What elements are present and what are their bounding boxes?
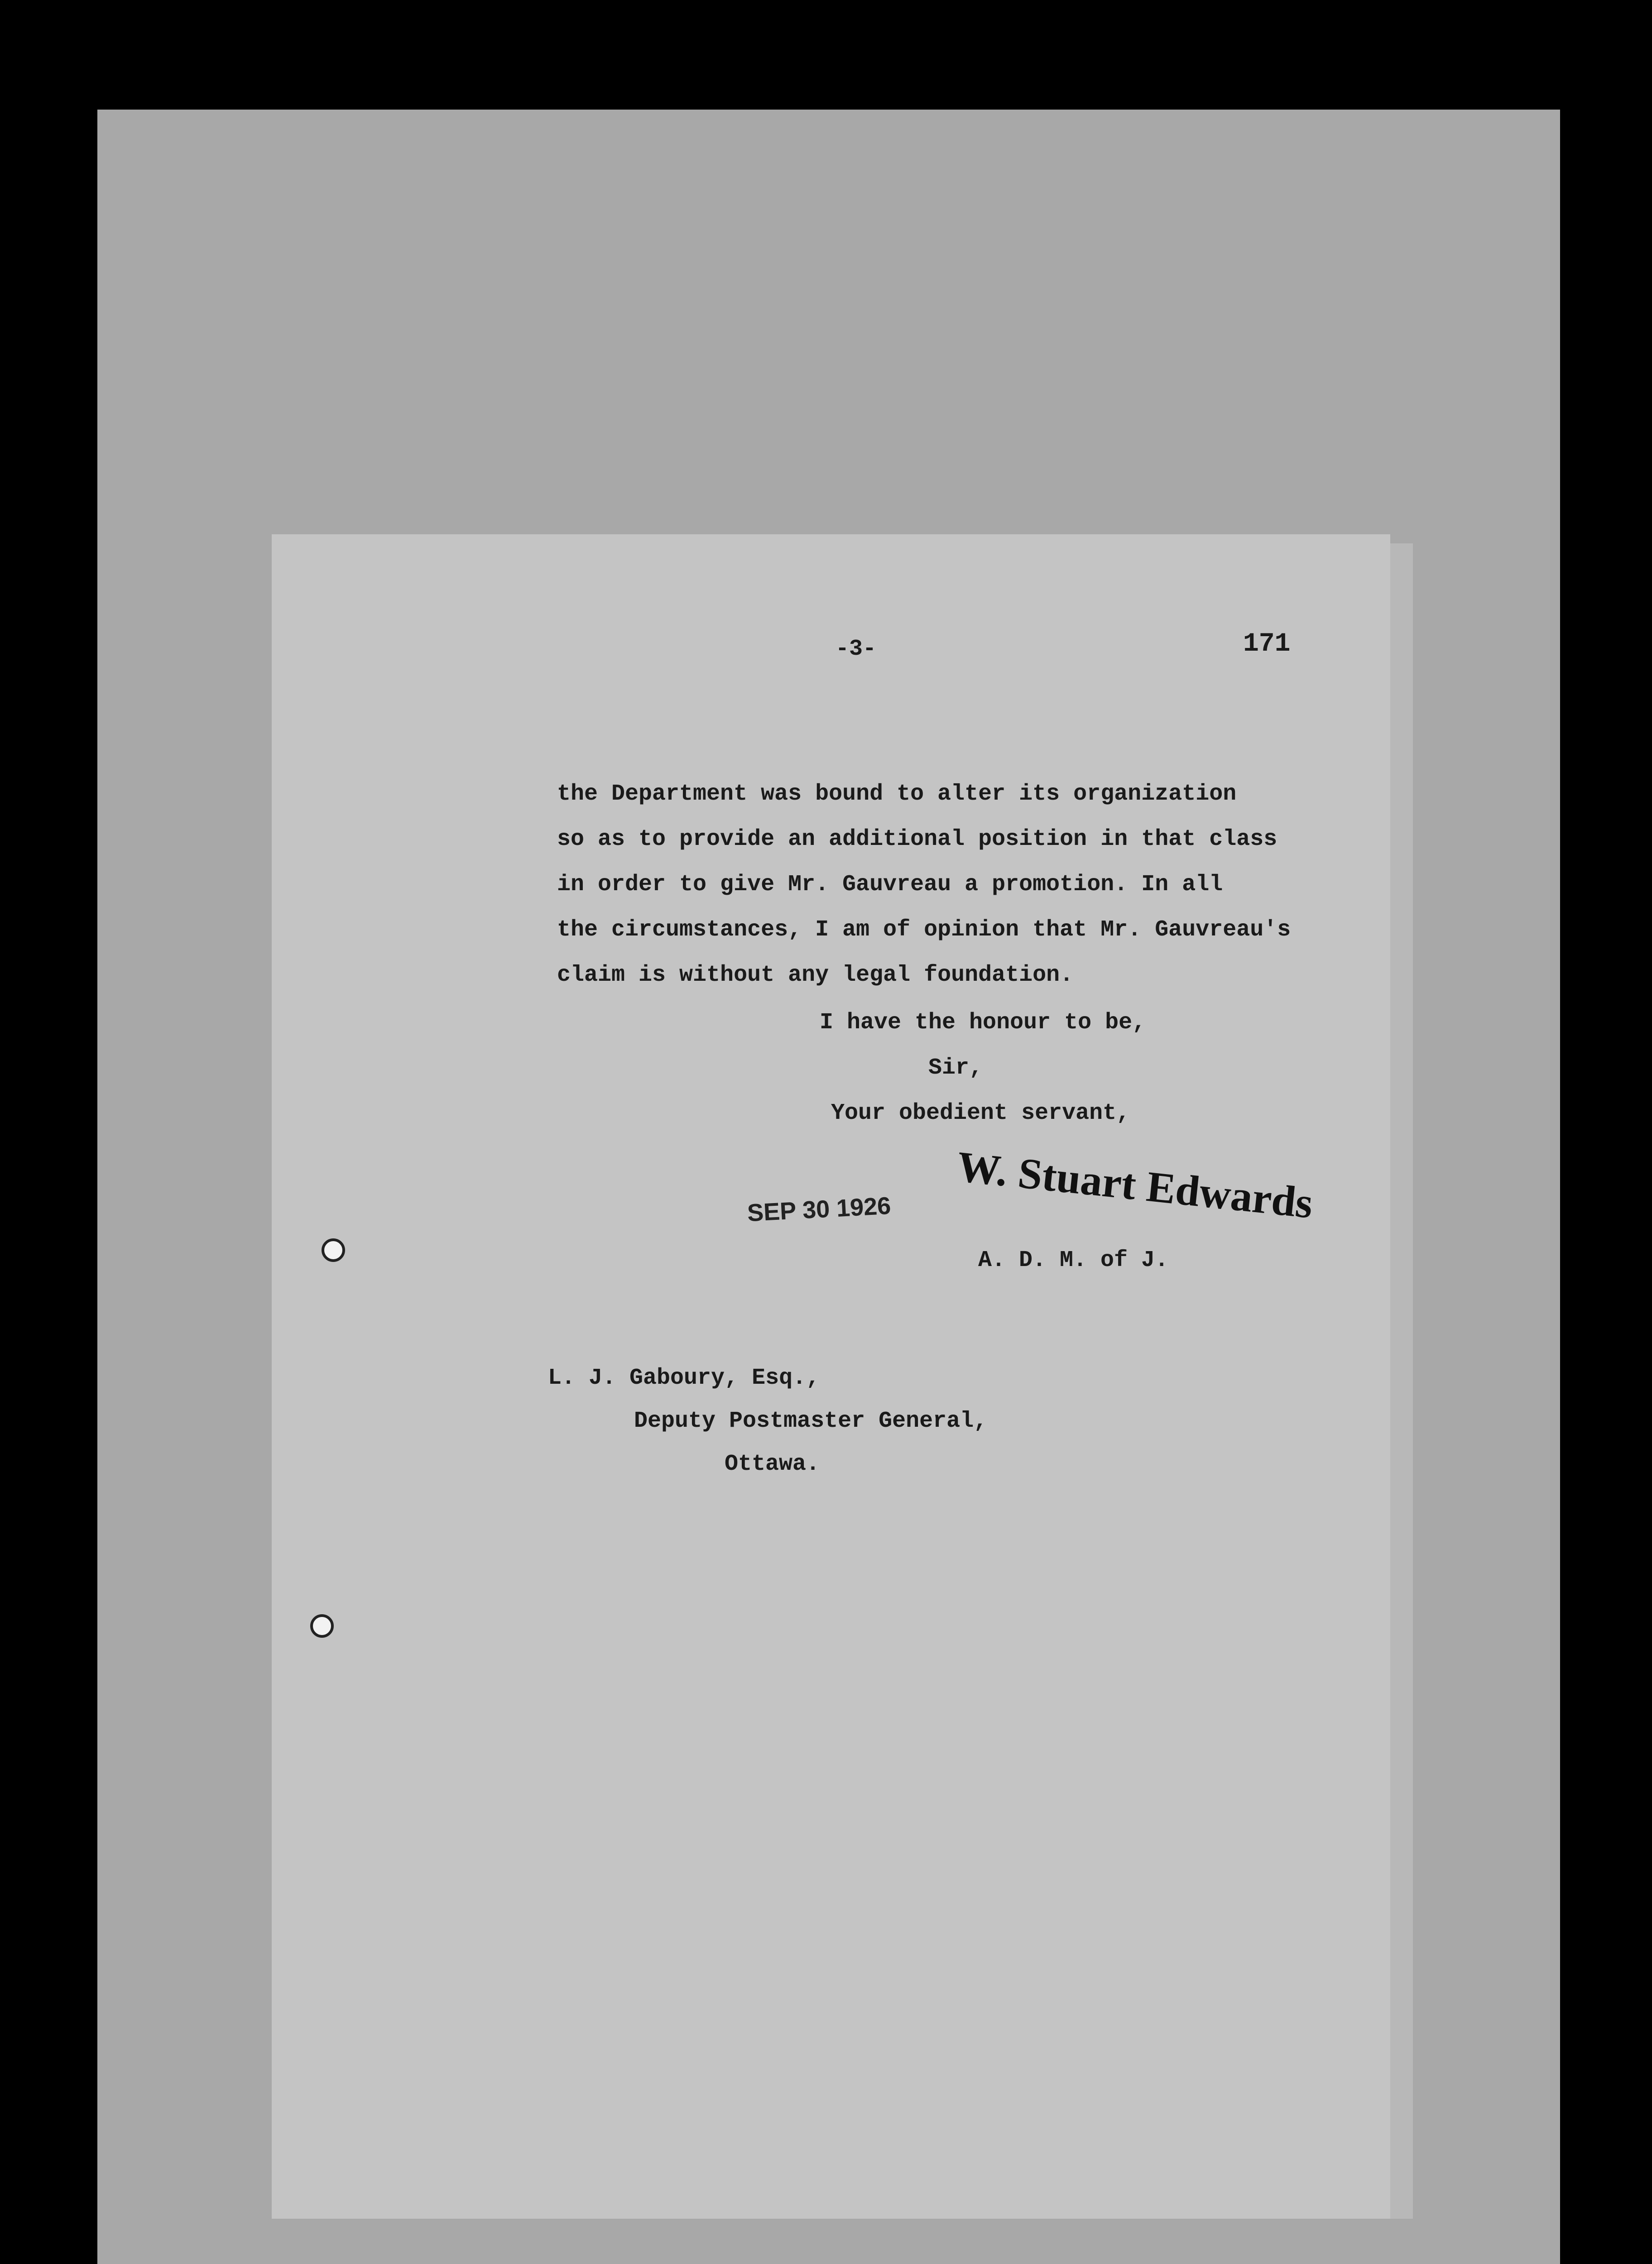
- signature-stamp: W. Stuart Edwards: [955, 1142, 1316, 1228]
- addressee-title: Deputy Postmaster General,: [634, 1408, 988, 1434]
- closing-line-1: I have the honour to be,: [820, 1010, 1146, 1036]
- punch-hole-top: [322, 1238, 345, 1262]
- addressee-city: Ottawa.: [725, 1451, 820, 1477]
- punch-hole-bottom: [310, 1614, 334, 1638]
- body-line-5: claim is without any legal foundation.: [557, 962, 1074, 988]
- body-line-4: the circumstances, I am of opinion that Mr. Gauvreau's: [557, 917, 1291, 943]
- closing-line-3: Your obedient servant,: [831, 1100, 1130, 1126]
- signatory-title: A. D. M. of J.: [978, 1247, 1169, 1273]
- body-line-1: the Department was bound to alter its organization: [557, 781, 1237, 807]
- body-line-3: in order to give Mr. Gauvreau a promotion. In all: [557, 872, 1223, 897]
- body-line-2: so as to provide an additional position in that class: [557, 826, 1277, 852]
- addressee-name: L. J. Gaboury, Esq.,: [548, 1365, 820, 1391]
- closing-line-2: Sir,: [928, 1055, 983, 1081]
- page-number: -3-: [836, 636, 877, 662]
- date-stamp: SEP 30 1926: [746, 1192, 892, 1227]
- folio-number: 171: [1243, 629, 1291, 659]
